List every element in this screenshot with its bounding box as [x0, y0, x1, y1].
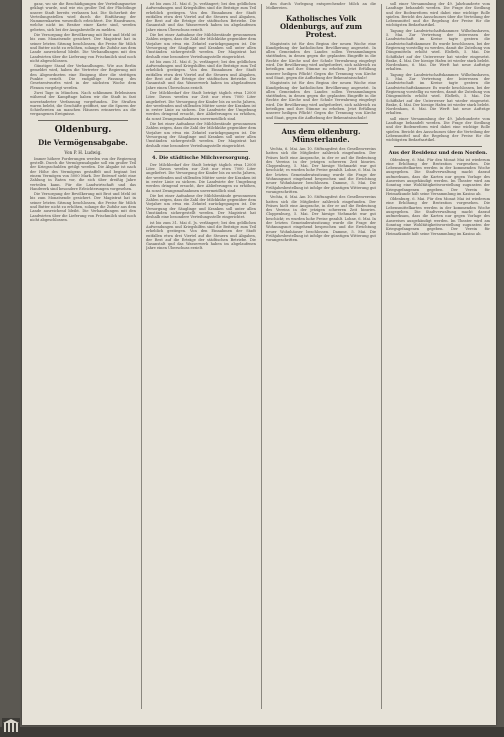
column-rule	[381, 4, 382, 709]
article-text: Die bei einer Aufnahme der Milchbestände gewonnenen Zahlen zeigen, dass die Zahl der Milchkühe gegenüber dem Vorjahre um etwa ein Zehntel zurückgegangen ist. Die Versorgung der Säuglinge und Kranken soll unter allen Umständen sichergestellt werden. Der Magistrat hat deshalb eine besondere Verteilungsstelle eingerichtet.	[146, 33, 256, 59]
article-text: Zwei Tage in München. Nach schlimmen Erlebnissen während der Kampftage haben wir die Stadt in fast unveränderter Verfassung vorgefunden. Die Straßen waren belebt, die Geschäfte geöffnet, nur die Spuren der Schießereien an manchen Häusern erinnerten an die vergangenen Ereignisse.	[30, 90, 136, 117]
article-text: Die bei einer Aufnahme der Milchbestände gewonnenen Zahlen zeigen, dass die Zahl der Milchkühe gegenüber dem Vorjahre um etwa ein Zehntel zurückgegangen ist. Die Versorgung der Säuglinge und Kranken soll unter allen Umständen sichergestellt werden. Der Magistrat hat deshalb eine besondere Verteilungsstelle eingerichtet.	[146, 122, 256, 148]
heading-katholisches-volk: Katholisches Volk Oldenburgs, auf zum Protest.	[279, 13, 363, 39]
divider	[394, 146, 482, 147]
heading-oldenburg: Oldenburg.	[54, 124, 112, 135]
article-text: Magistrats ist für den Beginn der neuen Woche eine Kundgebung der katholischen Bevölkerung angesetzt. In allen Gemeinden des Landes sollen Versammlungen stattfinden, in denen gegen die geplanten Eingriffe in die Rechte der Kirche und der Schule Verwahrung eingelegt wird. Die Bevölkerung wird aufgefordert, sich zahlreich zu beteiligen und ihre Stimme zu erheben. Jetzt Erfüllung unserer heiligen Pflicht! Gegen die Trennung von Kirche und Staat, gegen die Aufhebung der Bekenntnisschule!	[266, 41, 376, 80]
scan-bottom-strip	[0, 727, 504, 737]
article-text: soll einer Versammlung der 49. Jahrhunderte vom Landtage behandelt werden. Die Frage der Siedlung und der Bodenreform wird dabei eine wichtige Rolle spielen. Bericht des Ausschusses über die Verteilung der Lebensmittel und die Regelung der Preise für die wichtigsten Bedarfsartikel.	[386, 116, 490, 143]
article-text: Die Versorgung der Bevölkerung mit Brot und Mehl ist bis zum Monatsende gesichert. Der Magistrat hat in seiner letzten Sitzung beschlossen, die Preise für Milch und Butter nicht zu erhöhen, solange die Zufuhr aus dem Lande ausreichend bleibt. Die Verhandlungen mit den Landwirten über die Lieferung von Frischmilch sind noch nicht abgeschlossen.	[30, 192, 136, 222]
article-text: Oldenburg, 6. Mai. Für den Monat Mai ist wiederum eine Erhöhung der Brotration vorgesehen. Die Lebensmittelkarten werden in der kommenden Woche ausgegeben. Die Stadtverwaltung macht darauf aufmerksam, dass die Karten nur gegen Vorlage des Ausweises ausgehändigt werden. Im Theater wird am Sonntag eine Wohltätigkeitsvorstellung zugunsten der Kriegsgefangenen gegeben. Der Verein für Heimatkunde hält seine Versammlung im Kasino ab.	[386, 157, 490, 196]
article-text: Magistrats ist für den Beginn der neuen Woche eine Kundgebung der katholischen Bevölkerung angesetzt. In allen Gemeinden des Landes sollen Versammlungen stattfinden, in denen gegen die geplanten Eingriffe in die Rechte der Kirche und der Schule Verwahrung eingelegt wird. Die Bevölkerung wird aufgefordert, sich zahlreich zu beteiligen und ihre Stimme zu erheben. Jetzt Erfüllung unserer heiligen Pflicht! Gegen die Trennung von Kirche und Staat, gegen die Aufhebung der Bekenntnisschule!	[266, 81, 376, 120]
heading-vermoegensabgabe: Die Vermögensabgabe.	[38, 137, 128, 147]
article-text: ist bis zum 31. Mai d. Js. verlängert; bei den geldlichen Aufwendungen und Kriegshilfen sind die Beiträge zum Teil erheblich gestiegen. Von den Einnahmen der Stadt entfallen etwa drei Viertel auf die Steuern und Abgaben, der Rest auf die Erträge der städtischen Betriebe. Die Gasanstalt und das Wasserwerk haben im abgelaufenen Jahre einen Überschuss erzielt.	[146, 2, 256, 32]
article-text: den durch Vorlegung entsprechender Milch an die Molkereien.	[266, 2, 376, 11]
column-2	[146, 2, 256, 711]
column-4	[386, 2, 490, 711]
article-text: Der Milchbedarf der Stadt beträgt täglich etwa 12000 Liter. Davon werden zur Zeit nur etwa 7000 Liter angeliefert. Die Versorgung der Kinder bis zu sechs Jahren, der werdenden und stillenden Mütter sowie der Kranken ist in erster Linie zu sichern. Die Landwirte der Umgebung werden dringend ersucht, ihre Ablieferungen zu erhöhen, da sonst Zwangsmaßnahmen unvermeidlich sind.	[146, 90, 256, 121]
newspaper-page	[22, 0, 496, 725]
article-text: Tagung der Landwirtschaftskammer. Wilhelmshaven, 5. Mai. Zur Vertretung der Interessen der Landwirtschaft im Kreise tagte gestern die Landwirtschaftskammer. Es wurde beschlossen, bei der Regierung vorstellig zu werden, damit die Zuteilung von Düngemitteln erhöht wird. Elsfleth, 5. Mai. Die Schiffahrt auf der Unterweser hat wieder eingesetzt. Brake, 4. Mai. Der hiesige Hafen ist wieder stark belebt. Nordenham, 6. Mai. Die Werft hat neue Aufträge erhalten.	[386, 28, 490, 72]
article-text: ist bis zum 31. Mai d. Js. verlängert; bei den geldlichen Aufwendungen und Kriegshilfen sind die Beiträge zum Teil erheblich gestiegen. Von den Einnahmen der Stadt entfallen etwa drei Viertel auf die Steuern und Abgaben, der Rest auf die Erträge der städtischen Betriebe. Die Gasanstalt und das Wasserwerk haben im abgelaufenen Jahre einen Überschuss erzielt.	[146, 220, 256, 251]
article-text: Günstiger Stand der Verhandlungen. Wie aus Berlin gemeldet wird, haben die Vertreter der Regierung mit den Abgeordneten eine Einigung über die strittigen Punkte erzielt. Die endgültige Fassung des Gesetzentwurfes wird in der nächsten Woche dem Plenum vorgelegt werden.	[30, 64, 136, 90]
divider	[274, 123, 368, 124]
heading-byline: Von P. H. Ludwig.	[64, 149, 102, 155]
article-text: Der Milchbedarf der Stadt beträgt täglich etwa 12000 Liter. Davon werden zur Zeit nur etwa 7000 Liter angeliefert. Die Versorgung der Kinder bis zu sechs Jahren, der werdenden und stillenden Mütter sowie der Kranken ist in erster Linie zu sichern. Die Landwirte der Umgebung werden dringend ersucht, ihre Ablieferungen zu erhöhen, da sonst Zwangsmaßnahmen unvermeidlich sind.	[146, 162, 256, 193]
article-text: Tagung der Landwirtschaftskammer. Wilhelmshaven, 5. Mai. Zur Vertretung der Interessen der Landwirtschaft im Kreise tagte gestern die Landwirtschaftskammer. Es wurde beschlossen, bei der Regierung vorstellig zu werden, damit die Zuteilung von Düngemitteln erhöht wird. Elsfleth, 5. Mai. Die Schiffahrt auf der Unterweser hat wieder eingesetzt. Brake, 4. Mai. Der hiesige Hafen ist wieder stark belebt. Nordenham, 6. Mai. Die Werft hat neue Aufträge erhalten.	[386, 72, 490, 116]
article-text: Die Versorgung der Bevölkerung mit Brot und Mehl ist bis zum Monatsende gesichert. Der Magistrat hat in seiner letzten Sitzung beschlossen, die Preise für Milch und Butter nicht zu erhöhen, solange die Zufuhr aus dem Lande ausreichend bleibt. Die Verhandlungen mit den Landwirten über die Lieferung von Frischmilch sind noch nicht abgeschlossen.	[30, 33, 136, 63]
article-text: soll einer Versammlung der 49. Jahrhunderte vom Landtage behandelt werden. Die Frage der Siedlung und der Bodenreform wird dabei eine wichtige Rolle spielen. Bericht des Ausschusses über die Verteilung der Lebensmittel und die Regelung der Preise für die wichtigsten Bedarfsartikel.	[386, 2, 490, 28]
article-text: ist bis zum 31. Mai d. Js. verlängert; bei den geldlichen Aufwendungen und Kriegshilfen sind die Beiträge zum Teil erheblich gestiegen. Von den Einnahmen der Stadt entfallen etwa drei Viertel auf die Steuern und Abgaben, der Rest auf die Erträge der städtischen Betriebe. Die Gasanstalt und das Wasserwerk haben im abgelaufenen Jahre einen Überschuss erzielt.	[146, 59, 256, 90]
divider	[38, 120, 128, 121]
article-text: Vechta, 6. Mai. Am 10. Stiftungsfest des Gesellenvereins hatten sich die Mitglieder zahlreich eingefunden. Der Präses hielt eine Ansprache, in der er auf die Bedeutung des Vereins in der jetzigen schweren Zeit hinwies. Cloppenburg, 5. Mai. Der hiesige Viehmarkt war gut beschickt; es wurden hohe Preise gezahlt. Lohne, 6. Mai. In der letzten Gemeinderatssitzung wurde die Frage der Wohnungsnot eingehend besprochen und die Errichtung neuer Wohnhäuser beschlossen. Damme, 5. Mai. Die Frühjahrsbestellung ist infolge der günstigen Witterung gut vorangeschritten.	[266, 195, 376, 243]
heading-muensterland: Aus dem oldenburg. Münsterlande.	[281, 126, 361, 144]
article-text: Vechta, 6. Mai. Am 10. Stiftungsfest des Gesellenvereins hatten sich die Mitglieder zahlreich eingefunden. Der Präses hielt eine Ansprache, in der er auf die Bedeutung des Vereins in der jetzigen schweren Zeit hinwies. Cloppenburg, 5. Mai. Der hiesige Viehmarkt war gut beschickt; es wurden hohe Preise gezahlt. Lohne, 6. Mai. In der letzten Gemeinderatssitzung wurde die Frage der Wohnungsnot eingehend besprochen und die Errichtung neuer Wohnhäuser beschlossen. Damme, 5. Mai. Die Frühjahrsbestellung ist infolge der günstigen Witterung gut vorangeschritten.	[266, 146, 376, 194]
article-text: Die bei einer Aufnahme der Milchbestände gewonnenen Zahlen zeigen, dass die Zahl der Milchkühe gegenüber dem Vorjahre um etwa ein Zehntel zurückgegangen ist. Die Versorgung der Säuglinge und Kranken soll unter allen Umständen sichergestellt werden. Der Magistrat hat deshalb eine besondere Verteilungsstelle eingerichtet.	[146, 193, 256, 220]
column-1	[30, 2, 136, 711]
library-logo-icon	[2, 718, 20, 734]
heading-residenz: Aus der Residenz und dem Norden.	[388, 149, 488, 156]
column-3	[266, 2, 376, 711]
column-rule	[141, 4, 142, 709]
divider	[154, 151, 248, 152]
article-text: Immer höhere Forderungen werden von der Regierung gestellt. Durch die Vermögensabgabe soll ein großer Teil der Kriegsschulden getilgt werden. Die Abgabe ist nach der Höhe des Vermögens gestaffelt und beginnt bei einem Vermögen von 5000 Mark. Der Entwurf sieht eine Zahlung in Raten vor, die sich über dreißig Jahre verteilen kann. Für die Landwirtschaft und das Handwerk sind besondere Erleichterungen vorgesehen.	[30, 156, 136, 191]
article-text: Oldenburg, 6. Mai. Für den Monat Mai ist wiederum eine Erhöhung der Brotration vorgesehen. Die Lebensmittelkarten werden in der kommenden Woche ausgegeben. Die Stadtverwaltung macht darauf aufmerksam, dass die Karten nur gegen Vorlage des Ausweises ausgehändigt werden. Im Theater wird am Sonntag eine Wohltätigkeitsvorstellung zugunsten der Kriegsgefangenen gegeben. Der Verein für Heimatkunde hält seine Versammlung im Kasino ab.	[386, 197, 490, 236]
article-text: ganz, wo sie die Beschädigungen der Verteilungsnetze geklagt wurde, und wie ein großer Teil der Flüchtlinge unsere Stadt bereits verlassen hat. Die Sicherheit der Verteilungsstellen wird durch die Einführung der Nummernkarten wesentlich erleichtert. Die Hausfrauen, welche nicht im Besitze einer Karte sind, werden gebeten, sich bei der Ausgabestelle zu melden.	[30, 2, 136, 32]
column-rule	[261, 4, 262, 709]
heading-milchversorgung: 4. Die städtische Milchversorgung.	[151, 154, 251, 161]
